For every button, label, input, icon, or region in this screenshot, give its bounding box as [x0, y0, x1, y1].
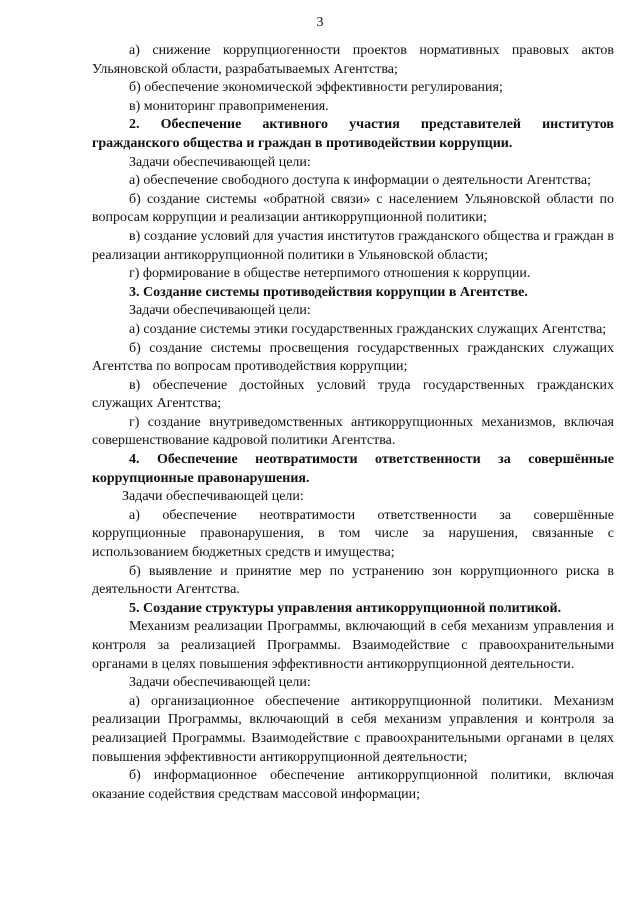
page-number: 3 — [316, 15, 324, 30]
paragraph-goal-5-task-b: б) информационное обеспечение антикоррупционной политики, включая оказание содействия средствам массовой информации; — [92, 768, 614, 802]
paragraph-tasks-label: Задачи обеспечивающей цели: — [129, 303, 311, 319]
document-body — [92, 42, 614, 804]
paragraph-goal-5-mechanism: Механизм реализации Программы, включающий в себя механизм управления и контроля за реализацией Программы. Взаимодействие с правоохранительными органами в целях повышения эффективности антикоррупционной деятельности. — [92, 619, 614, 672]
heading-goal-5: 5. Создание структуры управления антикоррупционной политикой. — [129, 600, 562, 616]
paragraph-goal-4-task-a: а) обеспечение неотвратимости ответственности за совершённые коррупционные правонарушения, в том числе за нарушения, связанные с использованием бюджетных средств и имущества; — [92, 507, 614, 561]
paragraph-goal-4-task-b: б) выявление и принятие мер по устранению зон коррупционного риска в деятельности Агентства. — [92, 563, 614, 598]
heading-goal-4: 4. Обеспечение неотвратимости ответственности за совершённые коррупционные правонарушения. — [92, 452, 614, 486]
paragraph-goal-3-task-c: в) обеспечение достойных условий труда государственных гражданских служащих Агентства; — [92, 377, 614, 412]
paragraph-goal-5-task-a: а) организационное обеспечение антикоррупционной политики. Механизм реализации Программы, включающий в себя механизм управления и контроля за реализацией Программы. Взаимодействие с правоохранительными органами в целях повышения эффективности антикоррупционной деятельности; — [92, 693, 614, 765]
paragraph-goal-2-task-b: б) создание системы «обратной связи» с населением Ульяновской области по вопросам коррупции и реализации антикоррупционной политики; — [92, 191, 614, 226]
paragraph-tasks-label: Задачи обеспечивающей цели: — [129, 675, 311, 691]
paragraph-tasks-label: Задачи обеспечивающей цели: — [122, 489, 304, 505]
paragraph-goal-3-task-a: а) создание системы этики государственных гражданских служащих Агентства; — [129, 321, 607, 337]
heading-goal-3: 3. Создание системы противодействия коррупции в Агентстве. — [129, 284, 528, 300]
paragraph-goal-2-task-d: г) формирование в обществе нетерпимого отношения к коррупции. — [129, 266, 531, 282]
paragraph-goal-3-task-d: г) создание внутриведомственных антикоррупционных механизмов, включая совершенствование кадровой политики Агентства. — [92, 414, 614, 449]
paragraph-goal-2-task-a: а) обеспечение свободного доступа к информации о деятельности Агентства; — [129, 173, 591, 189]
paragraph-task-b-economic-efficiency: б) обеспечение экономической эффективности регулирования; — [129, 80, 503, 96]
heading-goal-2: 2. Обеспечение активного участия представителей институтов гражданского общества и граждан в противодействии коррупции. — [92, 117, 614, 151]
paragraph-task-a-corruption-risk: а) снижение коррупциогенности проектов нормативных правовых актов Ульяновской области, разрабатываемых Агентства; — [92, 43, 614, 77]
paragraph-tasks-label: Задачи обеспечивающей цели: — [129, 154, 311, 170]
paragraph-goal-2-task-c: в) создание условий для участия институтов гражданского общества и граждан в реализации антикоррупционной политики в Ульяновской области; — [92, 228, 614, 263]
paragraph-goal-3-task-b: б) создание системы просвещения государственных гражданских служащих Агентства по вопросам противодействия коррупции; — [92, 340, 614, 375]
paragraph-task-c-monitoring: в) мониторинг правоприменения. — [129, 98, 329, 114]
